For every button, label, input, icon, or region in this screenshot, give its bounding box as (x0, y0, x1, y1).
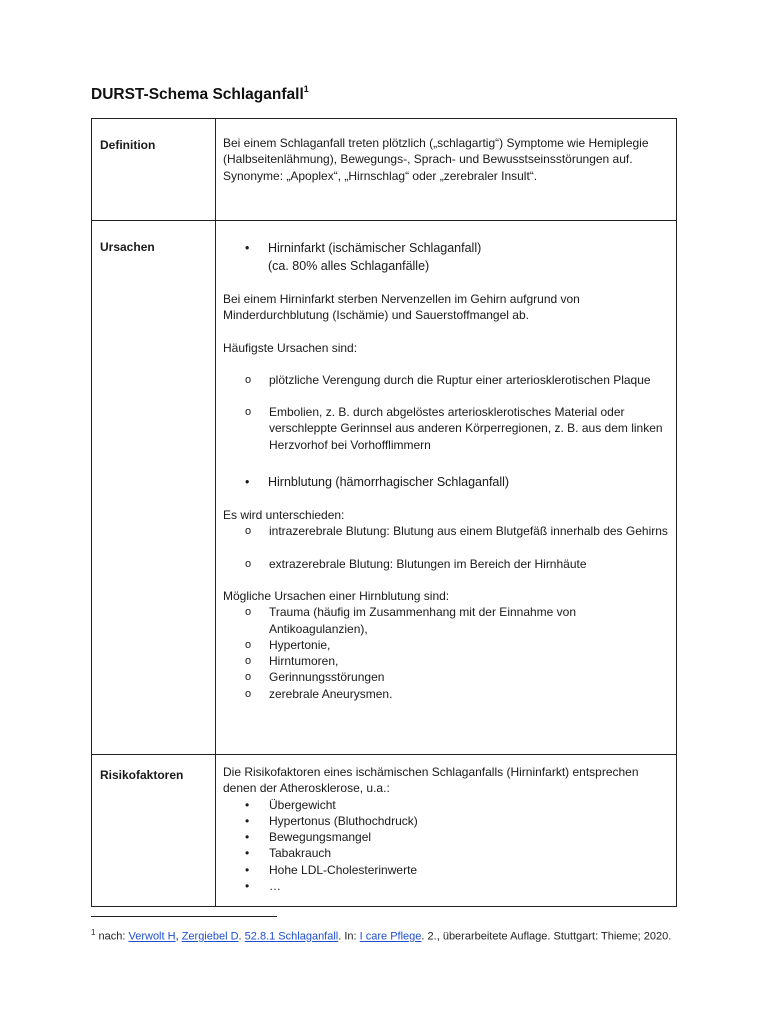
page-title (91, 86, 309, 104)
blutung-cause-item: o Trauma (häufig im Zusammenhang mit der Einnahme von Antikoagulanzien), (245, 605, 577, 636)
circle-bullet-icon: o (245, 373, 252, 386)
definition-content (216, 119, 677, 221)
risikofaktoren-content (216, 755, 677, 907)
list-item: • Hypertonus (Bluthochdruck) (245, 813, 418, 828)
blutung-heading: • Hirnblutung (hämorrhagischer Schlaganfall) (245, 475, 510, 490)
risikofaktoren-label: Risikofaktoren (92, 755, 216, 907)
infarkt-subheading: (ca. 80% alles Schlaganfälle) (268, 259, 430, 273)
book-link[interactable]: I care Pflege (359, 930, 422, 943)
footnote-mark: 1 (91, 928, 96, 937)
ursachen-content (216, 221, 677, 755)
definition-text: Bei einem Schlaganfall treten plötzlich („schlagartig“) Symptome wie Hemiplegie (Halbseitenlähmung), Bewegungs-, Sprach- und Bewusstseinsstörungen auf. Synonyme: „Apoplex“, „Hirnschlag“ oder „zerebraler Insult“. (223, 136, 649, 183)
infarkt-cause-item: o plötzliche Verengung durch die Ruptur einer arteriosklerotischen Plaque (245, 372, 651, 387)
page-title-text: DURST-Schema Schlaganfall (91, 86, 304, 103)
definition-label: Definition (92, 119, 216, 221)
author2-link[interactable]: Zergiebel D (181, 930, 239, 943)
list-item: • … (245, 879, 281, 894)
risikofaktoren-intro: Die Risikofaktoren eines ischämischen Schlaganfalls (Hirninfarkt) entsprechen denen der Atherosklerose, u.a.: (223, 765, 639, 796)
circle-bullet-icon: o (245, 606, 252, 619)
author1-link[interactable]: Verwolt H (128, 930, 176, 943)
definition-row (92, 119, 677, 221)
blutung-type-item: o extrazerebrale Blutung: Blutungen im Bereich der Hirnhäute (245, 556, 587, 571)
blutung-cause-item: o zerebrale Aneurysmen. (245, 686, 393, 701)
bullet-icon: • (245, 830, 250, 845)
blutung-cause-item: o Hirntumoren, (245, 654, 339, 669)
circle-bullet-icon: o (245, 687, 252, 700)
footnote: $^1$ nach: Verwolt H, Zergiebel D. 52.8.1 Schlaganfall. In: I care Pflege. 2., überarbeitete Auflage. Stuttgart: Thieme; 2020. (91, 928, 672, 943)
footnote-reference[interactable]: 1 (303, 84, 309, 94)
blutung-cause-item: o Gerinnungsstörungen (245, 670, 385, 685)
bullet-icon: • (245, 475, 250, 490)
risikofaktoren-row (92, 755, 677, 907)
footnote-separator (91, 916, 277, 917)
bullet-icon: • (245, 797, 250, 812)
circle-bullet-icon: o (245, 638, 252, 651)
infarkt-text: Bei einem Hirninfarkt sterben Nervenzellen im Gehirn aufgrund von Minderdurchblutung (Ischämie) und Sauerstoffmangel ab. (223, 292, 580, 323)
haeufigste-heading: Häufigste Ursachen sind: (223, 340, 358, 355)
infarkt-cause-item: o Embolien, z. B. durch abgelöstes arteriosklerotisches Material oder verschleppte Gerinnsel aus anderen Körperregionen, z. B. aus dem linken Herzvorhof bei Vorhofflimmern (245, 405, 663, 452)
bullet-icon: • (245, 862, 250, 877)
bullet-icon: • (245, 813, 250, 828)
blutung-cause-item: o Hypertonie, (245, 637, 331, 652)
infarkt-heading: • Hirninfarkt (ischämischer Schlaganfall) (ca. 80% alles Schlaganfälle) (245, 241, 482, 273)
blutung-type-item: o intrazerebrale Blutung: Blutung aus einem Blutgefäß innerhalb des Gehirns (245, 524, 668, 539)
ursachen-row (92, 221, 677, 755)
circle-bullet-icon: o (245, 557, 252, 570)
risikofaktoren-list (223, 797, 670, 895)
list-item: • Bewegungsmangel (245, 830, 372, 845)
ursachen-label: Ursachen (92, 221, 216, 755)
bullet-icon: • (245, 879, 250, 894)
chapter-link[interactable]: 52.8.1 Schlaganfall (244, 930, 339, 943)
list-item: • Tabakrauch (245, 846, 332, 861)
circle-bullet-icon: o (245, 406, 252, 419)
list-item: • Übergewicht (245, 797, 336, 812)
list-item: • Hohe LDL-Cholesterinwerte (245, 862, 418, 877)
circle-bullet-icon: o (245, 671, 252, 684)
circle-bullet-icon: o (245, 655, 252, 668)
bullet-icon: • (245, 241, 250, 255)
durst-table (91, 118, 677, 907)
circle-bullet-icon: o (245, 525, 252, 538)
bullet-icon: • (245, 846, 250, 861)
unterschieden-heading: Es wird unterschieden: (223, 508, 345, 523)
moegliche-heading: Mögliche Ursachen einer Hirnblutung sind: (223, 588, 450, 603)
